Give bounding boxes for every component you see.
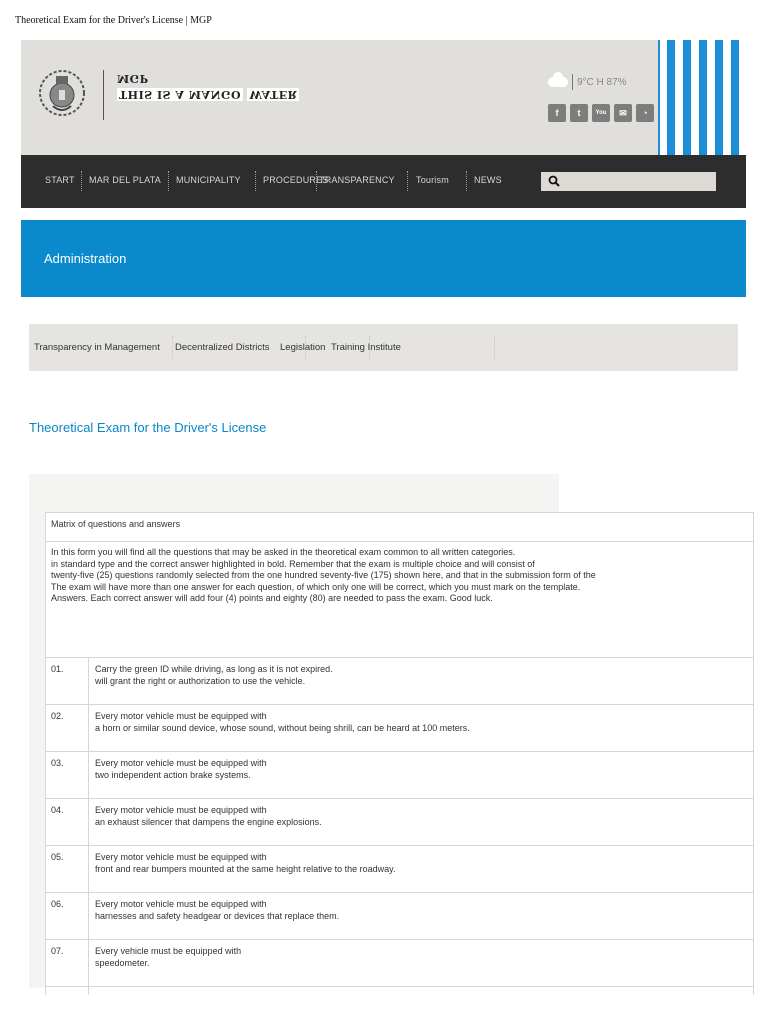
logo-line-2: THIS IS A MANGO xyxy=(119,88,242,101)
intro-line: in standard type and the correct answer highlighted in bold. Remember that the exam is multiple choice and will consist of xyxy=(51,558,535,569)
cloud-icon xyxy=(548,77,568,87)
table-row xyxy=(46,752,754,799)
table-row xyxy=(46,846,754,893)
question-number: 04. xyxy=(46,799,89,846)
brand-stripes xyxy=(658,40,746,155)
rss-icon[interactable]: ◔ xyxy=(636,104,654,122)
logo-line-3: WATER xyxy=(249,88,298,101)
answer-text: two independent action brake systems. xyxy=(95,769,251,780)
social-links xyxy=(548,104,654,122)
question-number: 03. xyxy=(46,752,89,799)
question-text: Every motor vehicle must be equipped with xyxy=(95,899,267,909)
table-header: Matrix of questions and answers xyxy=(46,513,754,542)
nav-item-mar-del-plata[interactable]: MAR DEL PLATA xyxy=(89,175,161,185)
table-row xyxy=(46,893,754,940)
nav-separator xyxy=(407,171,408,191)
answer-text: harnesses and safety headgear or devices that replace them. xyxy=(95,910,340,921)
question-number: 06. xyxy=(46,893,89,940)
nav-separator xyxy=(466,171,467,191)
answer-text: front and rear bumpers mounted at the same height relative to the roadway. xyxy=(95,863,396,874)
question-number: 07. xyxy=(46,940,89,987)
intro-line: Answers. Each correct answer will add four (4) points and eighty (80) are needed to pass the exam. Good luck. xyxy=(51,593,493,603)
question-cell xyxy=(89,658,754,705)
question-cell xyxy=(89,893,754,940)
twitter-icon[interactable]: t xyxy=(570,104,588,122)
question-text: Carry the green ID while driving, as long as it is not expired. xyxy=(95,664,333,674)
weather-divider xyxy=(572,74,573,90)
answer-text: a horn or similar sound device, whose sound, without being shrill, can be heard at 100 meters. xyxy=(95,722,470,733)
search-input[interactable] xyxy=(541,172,716,191)
intro-line: In this form you will find all the questions that may be asked in the theoretical exam common to all written categories. xyxy=(51,547,516,557)
nav-item-procedures[interactable]: PROCEDURES xyxy=(263,175,329,185)
question-cell xyxy=(89,799,754,846)
nav-item-news[interactable]: NEWS xyxy=(474,175,502,185)
table-row xyxy=(46,658,754,705)
search-icon[interactable] xyxy=(548,175,560,187)
nav-separator xyxy=(316,171,317,191)
site-header xyxy=(21,40,746,155)
answer-text: will grant the right or authorization to use the vehicle. xyxy=(95,675,306,686)
nav-item-transparency[interactable]: TRANSPARENCY xyxy=(319,175,395,185)
question-number: 05. xyxy=(46,846,89,893)
questions-table xyxy=(45,512,754,995)
subnav-separator xyxy=(494,336,495,360)
table-intro xyxy=(46,542,754,658)
answer-text: speedometer. xyxy=(95,957,150,968)
nav-separator xyxy=(255,171,256,191)
document-title: Theoretical Exam for the Driver's License | MGP xyxy=(15,15,212,26)
intro-line: The exam will have more than one answer for each question, of which only one will be correct, which you must mark on the template. xyxy=(51,581,581,592)
weather-text: 9°C H 87% xyxy=(577,76,627,88)
sub-navigation xyxy=(29,324,738,371)
question-cell xyxy=(89,705,754,752)
subnav-item-decentralized-districts[interactable]: Decentralized Districts xyxy=(175,342,270,353)
logo-line-1: MGP xyxy=(117,72,149,85)
question-number: 01. xyxy=(46,658,89,705)
question-cell xyxy=(89,752,754,799)
nav-item-start[interactable]: START xyxy=(45,175,75,185)
subnav-item-transparency[interactable]: Transparency in Management xyxy=(34,342,160,353)
question-cell xyxy=(89,846,754,893)
question-number: 02. xyxy=(46,705,89,752)
table-row xyxy=(46,705,754,752)
facebook-icon[interactable]: f xyxy=(548,104,566,122)
youtube-icon[interactable]: You xyxy=(592,104,610,122)
answer-text: an exhaust silencer that dampens the engine explosions. xyxy=(95,816,322,827)
nav-separator xyxy=(168,171,169,191)
logo-divider xyxy=(103,70,104,120)
question-text: Every vehicle must be equipped with xyxy=(95,946,242,956)
question-text: Every motor vehicle must be equipped with xyxy=(95,711,267,721)
question-text: Every motor vehicle must be equipped with xyxy=(95,758,267,768)
nav-item-municipality[interactable]: MUNICIPALITY xyxy=(176,175,241,185)
main-navigation xyxy=(21,155,746,208)
banner-title: Administration xyxy=(44,251,127,266)
subnav-item-training-institute[interactable]: Training Institute xyxy=(331,342,401,353)
question-cell xyxy=(89,987,754,995)
table-row xyxy=(46,940,754,987)
table-row xyxy=(46,987,754,995)
question-cell xyxy=(89,940,754,987)
subnav-item-legislation[interactable]: Legislation xyxy=(280,342,326,353)
nav-item-tourism[interactable]: Tourism xyxy=(416,175,449,185)
site-logo-text[interactable] xyxy=(117,72,299,103)
subnav-separator xyxy=(172,336,173,360)
table-row xyxy=(46,799,754,846)
question-text: Every motor vehicle must be equipped with xyxy=(95,852,267,862)
municipal-crest-logo[interactable] xyxy=(35,66,89,120)
question-text: Every motor vehicle must be equipped with xyxy=(95,805,267,815)
email-icon[interactable]: ✉ xyxy=(614,104,632,122)
page-title: Theoretical Exam for the Driver's License xyxy=(29,420,267,435)
question-number xyxy=(46,987,89,995)
intro-line: twenty-five (25) questions randomly selected from the one hundred seventy-five (175) shown here, and that in the submission form of the xyxy=(51,570,596,580)
section-banner xyxy=(21,220,746,297)
nav-separator xyxy=(81,171,82,191)
weather-widget xyxy=(548,74,627,90)
